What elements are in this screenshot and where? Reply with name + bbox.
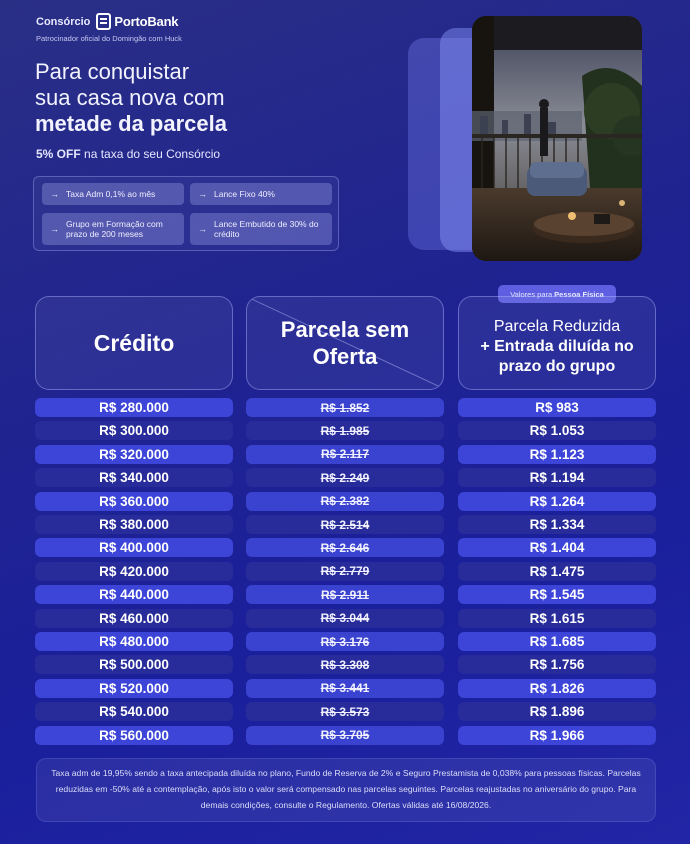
credito-cell: R$ 460.000 xyxy=(35,609,233,628)
credito-cell: R$ 420.000 xyxy=(35,562,233,581)
reduzida-cell: R$ 1.053 xyxy=(458,421,656,440)
credito-cell: R$ 540.000 xyxy=(35,702,233,721)
reduzida-cell: R$ 1.194 xyxy=(458,468,656,487)
sem-oferta-cell: R$ 1.852 xyxy=(246,398,444,417)
table-row xyxy=(0,585,690,604)
sem-oferta-cell: R$ 3.441 xyxy=(246,679,444,698)
column-header-sem-oferta xyxy=(246,296,444,390)
table-row xyxy=(0,702,690,721)
column-header-reduzida xyxy=(458,296,656,390)
feature-label: Taxa Adm 0,1% ao mês xyxy=(66,189,156,199)
headline xyxy=(35,59,365,137)
column-header-sem-oferta-label: Parcela sem Oferta xyxy=(280,317,410,369)
sem-oferta-cell: R$ 3.176 xyxy=(246,632,444,651)
credito-cell: R$ 360.000 xyxy=(35,492,233,511)
portobank-logo-icon xyxy=(96,13,111,30)
brand xyxy=(36,13,178,30)
credito-cell: R$ 480.000 xyxy=(35,632,233,651)
feature-chip xyxy=(190,183,332,205)
discount-text xyxy=(36,147,220,161)
sem-oferta-cell: R$ 2.382 xyxy=(246,492,444,511)
credito-cell: R$ 380.000 xyxy=(35,515,233,534)
pf-tag-bold: Pessoa Física xyxy=(554,289,604,299)
reduzida-cell: R$ 1.615 xyxy=(458,609,656,628)
table-row xyxy=(0,515,690,534)
table-row xyxy=(0,679,690,698)
credito-cell: R$ 500.000 xyxy=(35,655,233,674)
credito-cell: R$ 560.000 xyxy=(35,726,233,745)
pf-tag-prefix: Valores para xyxy=(510,289,553,299)
portobank-logo xyxy=(96,13,178,30)
reduzida-cell: R$ 1.264 xyxy=(458,492,656,511)
sem-oferta-cell: R$ 3.308 xyxy=(246,655,444,674)
column-header-reduzida-top: Parcela Reduzida xyxy=(493,318,621,335)
feature-label: Grupo em Formação com prazo de 200 meses xyxy=(66,219,163,239)
sem-oferta-cell: R$ 3.573 xyxy=(246,702,444,721)
credito-cell: R$ 340.000 xyxy=(35,468,233,487)
credito-cell: R$ 440.000 xyxy=(35,585,233,604)
sem-oferta-cell: R$ 3.705 xyxy=(246,726,444,745)
credito-cell: R$ 400.000 xyxy=(35,538,233,557)
sem-oferta-cell: R$ 2.249 xyxy=(246,468,444,487)
sem-oferta-cell: R$ 2.514 xyxy=(246,515,444,534)
credito-cell: R$ 280.000 xyxy=(35,398,233,417)
sem-oferta-cell: R$ 2.911 xyxy=(246,585,444,604)
brand-consorcio-label: Consórcio xyxy=(36,15,91,28)
reduzida-cell: R$ 1.685 xyxy=(458,632,656,651)
balcony-photo xyxy=(472,16,642,261)
table-row xyxy=(0,445,690,464)
reduzida-cell: R$ 1.966 xyxy=(458,726,656,745)
column-header-credito: Crédito xyxy=(35,296,233,390)
table-row xyxy=(0,655,690,674)
table-row xyxy=(0,538,690,557)
reduzida-cell: R$ 1.826 xyxy=(458,679,656,698)
discount-rest: na taxa do seu Consórcio xyxy=(84,147,221,161)
reduzida-cell: R$ 1.545 xyxy=(458,585,656,604)
reduzida-cell: R$ 1.896 xyxy=(458,702,656,721)
arrow-right-icon: → xyxy=(50,189,59,199)
table-row xyxy=(0,468,690,487)
headline-line-1: Para conquistar xyxy=(35,59,190,84)
feature-label: Lance Fixo 40% xyxy=(214,189,275,199)
sem-oferta-cell: R$ 1.985 xyxy=(246,421,444,440)
sem-oferta-cell: R$ 2.779 xyxy=(246,562,444,581)
column-header-reduzida-bottom: + Entrada diluída no prazo do grupo xyxy=(480,338,634,375)
discount-bold: 5% OFF xyxy=(36,147,81,161)
reduzida-cell: R$ 1.756 xyxy=(458,655,656,674)
table-row xyxy=(0,398,690,417)
table-row xyxy=(0,421,690,440)
feature-chip xyxy=(42,213,184,245)
feature-chip xyxy=(190,213,332,245)
arrow-right-icon: → xyxy=(50,224,59,234)
arrow-right-icon: → xyxy=(198,189,207,199)
feature-chip xyxy=(42,183,184,205)
features-panel xyxy=(33,176,339,251)
feature-label: Lance Embutido de 30% do crédito xyxy=(214,219,319,239)
reduzida-cell: R$ 983 xyxy=(458,398,656,417)
reduzida-cell: R$ 1.404 xyxy=(458,538,656,557)
sponsor-text: Patrocinador oficial do Domingão com Huck xyxy=(36,34,182,43)
reduzida-cell: R$ 1.334 xyxy=(458,515,656,534)
reduzida-cell: R$ 1.123 xyxy=(458,445,656,464)
table-row xyxy=(0,609,690,628)
disclaimer-text: Taxa adm de 19,95% sendo a taxa antecipada diluída no plano, Fundo de Reserva de 2% e Seguro Prestamista de 0,038% para pessoas físicas. Parcelas reduzidas em -50% até a contemplação, após isto o valor será compensado nas parcelas seguintes. Parcelas reajustadas no aniversário do grupo. Para demais condições, consulte o Regulamento. Ofertas válidas até 16/08/2026. xyxy=(36,758,656,822)
credito-cell: R$ 520.000 xyxy=(35,679,233,698)
table-row xyxy=(0,632,690,651)
sem-oferta-cell: R$ 3.044 xyxy=(246,609,444,628)
table-row xyxy=(0,562,690,581)
credito-cell: R$ 320.000 xyxy=(35,445,233,464)
sem-oferta-cell: R$ 2.646 xyxy=(246,538,444,557)
credito-cell: R$ 300.000 xyxy=(35,421,233,440)
brand-name: PortoBank xyxy=(114,14,179,29)
table-row xyxy=(0,726,690,745)
arrow-right-icon: → xyxy=(198,224,207,234)
sem-oferta-cell: R$ 2.117 xyxy=(246,445,444,464)
table-row xyxy=(0,492,690,511)
headline-line-2: sua casa nova com xyxy=(35,85,225,110)
headline-line-3: metade da parcela xyxy=(35,111,227,136)
reduzida-cell: R$ 1.475 xyxy=(458,562,656,581)
